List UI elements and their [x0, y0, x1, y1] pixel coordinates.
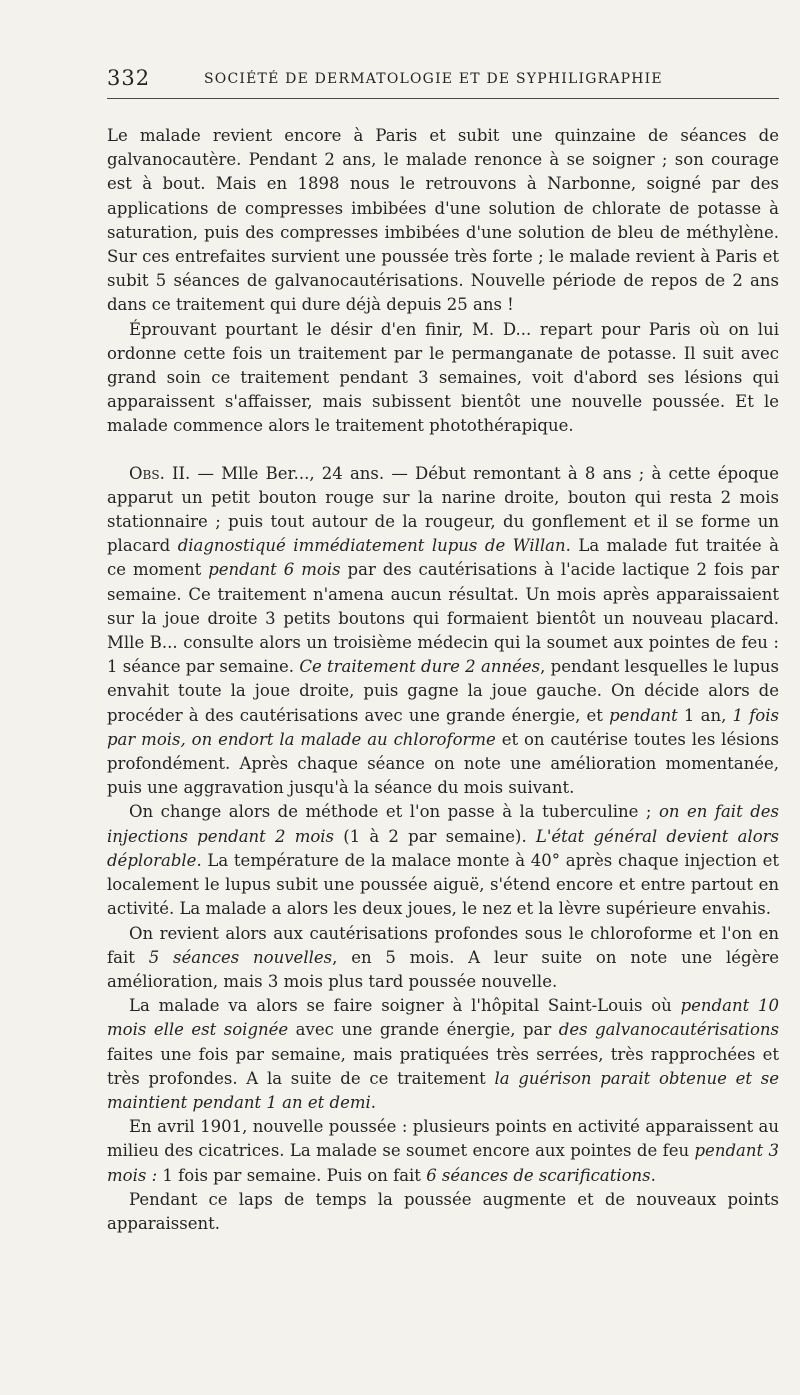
observation-label: Obs. II.: [129, 463, 191, 483]
paragraph: La malade va alors se faire soigner à l'hôpital Saint-Louis où pendant 10 mois elle est soignée avec une grande énergie, par des galvanocautérisations faites une fois par semaine, mais pratiquées très serrées, très rapprochées et très profondes. A la suite de ce traitement la guérison parait obtenue et se maintient pendant 1 an et demi.: [107, 996, 780, 1112]
paragraph: En avril 1901, nouvelle poussée : plusieurs points en activité apparaissent au milieu des cicatrices. La malade se soumet encore aux pointes de feu pendant 3 mois : 1 fois par semaine. Puis on fait 6 séances de scarifications.: [107, 1117, 779, 1185]
paragraph: Le malade revient encore à Paris et subit une quinzaine de séances de galvanocautère. Pendant 2 ans, le malade renonce à se soigner ; son courage est à bout. Mais en 1898 nous le retrouvons à Narbonne, soigné par des applications de compresses imbibées d'une solution de chlorate de potasse à saturation, puis des compresses imbibées d'une solution de bleu de méthylène. Sur ces entrefaites survient une poussée très forte ; le malade revient à Paris et subit 5 séances de galvanocautérisations. Nouvelle période de repos de 2 ans dans ce traitement qui dure déjà depuis 25 ans !: [107, 126, 779, 315]
page-header: [107, 58, 779, 99]
observation-paragraph: Obs. II. — Mlle Ber..., 24 ans. — Début remontant à 8 ans ; à cette époque apparut un petit bouton rouge sur la narine droite, bouton qui resta 2 mois stationnaire ; puis tout autour de la rougeur, du gonflement et il se forme un placard diagnostiqué immédiatement lupus de Willan. La malade fut traitée à ce moment pendant 6 mois par des cautérisations à l'acide lactique 2 fois par semaine. Ce traitement n'amena aucun résultat. Un mois après apparaissaient sur la joue droite 3 petits boutons qui formaient bientôt un nouveau placard. Mlle B... consulte alors un troisième médecin qui la soumet aux pointes de feu : 1 séance par semaine. Ce traitement dure 2 années, pendant lesquelles le lupus envahit toute la joue droite, puis gagne la joue gauche. On décide alors de procéder à des cautérisations avec une grande énergie, et pendant 1 an, 1 fois par mois, on endort la malade au chloroforme et on cautérise toutes les lésions profondément. Après chaque séance on note une amélioration momentanée, puis une aggravation jusqu'à la séance du mois suivant.: [107, 463, 779, 798]
page-number: 332: [107, 66, 151, 90]
paragraph: On change alors de méthode et l'on passe à la tuberculine ; on en fait des injections pendant 2 mois (1 à 2 par semaine). L'état général devient alors déplorable. La température de la malace monte à 40° après chaque injection et localement le lupus subit une poussée aiguë, s'étend encore et entre partout en activité. La malade a alors les deux joues, le nez et la lèvre supérieure envahis.: [107, 802, 779, 919]
running-title: SOCIÉTÉ DE DERMATOLOGIE ET DE SYPHILIGRAPHIE: [204, 71, 663, 87]
paragraph: Éprouvant pourtant le désir d'en finir, M. D... repart pour Paris où on lui ordonne cette fois un traitement par le permanganate de potasse. Il suit avec grand soin ce traitement pendant 3 semaines, voit d'abord ses lésions qui apparaissent s'affaisser, mais subissent bientôt une nouvelle poussée. Et le malade commence alors le traitement photothérapique.: [107, 319, 779, 436]
body-text: [107, 124, 779, 1236]
paragraph: Pendant ce laps de temps la poussée augmente et de nouveaux points apparaissent.: [107, 1189, 779, 1233]
paragraph: On revient alors aux cautérisations profondes sous le chloroforme et l'on en fait 5 séances nouvelles, en 5 mois. A leur suite on note une légère amélioration, mais 3 mois plus tard poussée nouvelle.: [107, 923, 779, 991]
